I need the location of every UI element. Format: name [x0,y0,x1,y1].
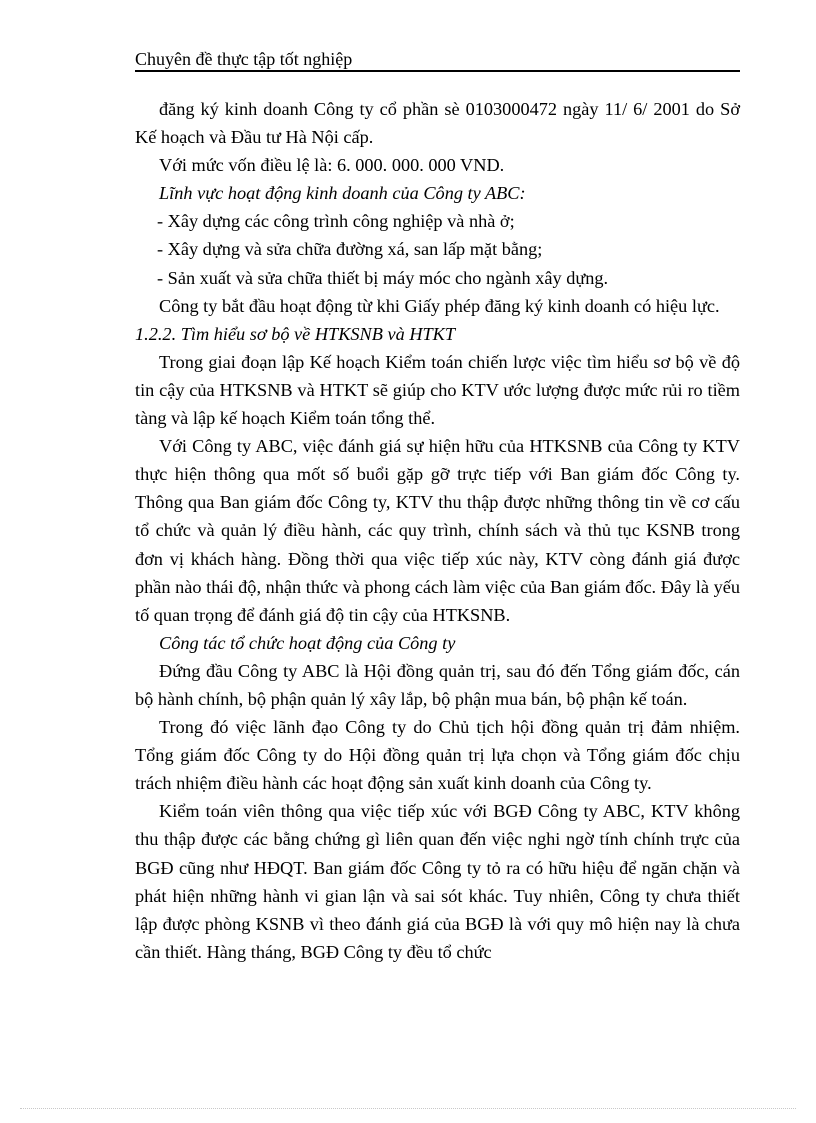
page-bottom-divider [20,1108,796,1109]
list-item: - Xây dựng và sửa chữa đường xá, san lấp mặt bằng; [157,239,543,260]
paragraph-auditor: Kiểm toán viên thông qua việc tiếp xúc với BGĐ Công ty ABC, KTV không thu thập được các bằng chứng gì liên quan đến việc nghi ngờ tính chính trực của BGĐ cũng như HĐQT. Ban giám đốc Công ty tỏ ra có hữu hiệu để ngăn chặn và phát hiện những hành vi gian lận và sai sót khác. Tuy nhiên, Công ty chưa thiết lập được phòng KSNB vì theo đánh giá của BGĐ là với quy mô hiện nay là chưa cần thiết. Hàng tháng, BGĐ Công ty đều tổ chức [135,801,740,962]
paragraph-structure: Đứng đầu Công ty ABC là Hội đồng quản trị, sau đó đến Tổng giám đốc, cán bộ hành chính, bộ phận quản lý xây lắp, bộ phận mua bán, bộ phận kế toán. [135,660,740,709]
paragraph-business-lines-intro: Lĩnh vực hoạt động kinh doanh của Công ty ABC: [159,183,526,204]
section-heading: 1.2.2. Tìm hiểu sơ bộ về HTKSNB và HTKT [135,323,456,344]
paragraph-leadership: Trong đó việc lãnh đạo Công ty do Chủ tịch hội đồng quản trị đảm nhiệm. Tổng giám đốc Công ty do Hội đồng quản trị lựa chọn và Tổng giám đốc chịu trách nhiệm điều hành các hoạt động sản xuất kinh doanh của Công ty. [135,717,740,794]
paragraph-capital: Với mức vốn điều lệ là: 6. 000. 000. 000 VND. [159,155,505,176]
page-header: Chuyên đề thực tập tốt nghiệp [135,48,740,72]
list-item: - Xây dựng các công trình công nghiệp và nhà ở; [157,211,515,232]
paragraph-evaluation: Với Công ty ABC, việc đánh giá sự hiện hữu của HTKSNB của Công ty KTV thực hiện thông qua mốt số buổi gặp gỡ trực tiếp với Ban giám đốc Công ty. Thông qua Ban giám đốc Công ty, KTV thu thập được những thông tin về cơ cấu tổ chức và quản lý điều hành, các quy trình, chính sách và thủ tục KSNB trong đơn vị khách hàng. Đồng thời qua việc tiếp xúc này, KTV còng đánh giá được phần nào thái độ, nhận thức và phong cách làm việc của Ban giám đốc. Đây là yếu tố quan trọng để đánh giá độ tin cậy của HTKSNB. [135,436,740,625]
list-item: - Sản xuất và sửa chữa thiết bị máy móc cho ngành xây dựng. [157,267,609,288]
paragraph-registration: đăng ký kinh doanh Công ty cổ phần sè 0103000472 ngày 11/ 6/ 2001 do Sở Kế hoạch và Đầu tư Hà Nội cấp. [135,99,740,148]
paragraph-planning: Trong giai đoạn lập Kế hoạch Kiểm toán chiến lược việc tìm hiểu sơ bộ về độ tin cậy của HTKSNB và HTKT sẽ giúp cho KTV ước lượng được mức rủi ro tiềm tàng và lập kế hoạch Kiểm toán tổng thể. [135,351,740,429]
subsection-heading: Công tác tổ chức hoạt động của Công ty [159,632,456,653]
paragraph-start-operation: Công ty bắt đầu hoạt động từ khi Giấy phép đăng ký kinh doanh có hiệu lực. [159,295,720,316]
document-body [135,95,740,966]
